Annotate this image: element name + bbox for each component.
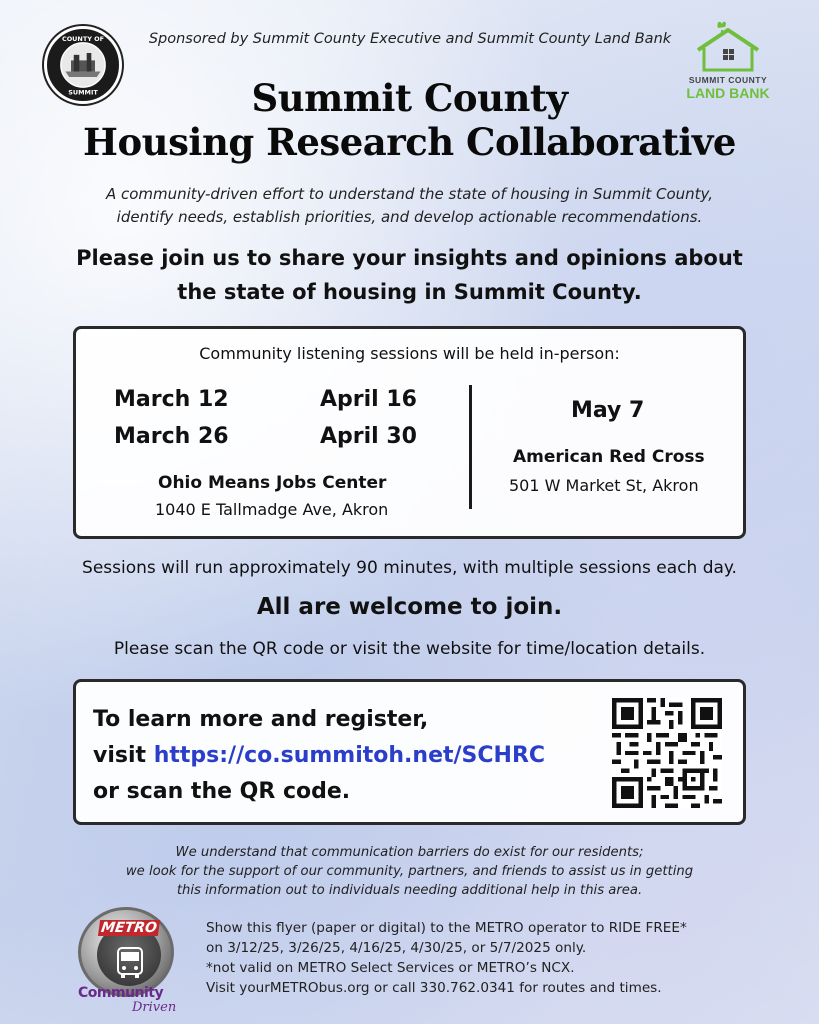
house-icon	[690, 20, 766, 72]
session-date: May 7	[571, 398, 645, 423]
ohio-venue-name: Ohio Means Jobs Center	[158, 473, 387, 493]
welcome-text: All are welcome to join.	[256, 594, 563, 620]
qr-code-icon[interactable]	[612, 698, 722, 808]
ohio-venue-address: 1040 E Tallmadge Ave, Akron	[155, 500, 389, 519]
register-box	[73, 679, 746, 825]
session-date: March 26	[114, 424, 229, 449]
barriers-line-3: this information out to individuals needing additional help in this area.	[176, 883, 643, 898]
land-bank-bottom-text: LAND BANK	[686, 85, 770, 101]
svg-text:COUNTY OF: COUNTY OF	[61, 35, 105, 43]
ride-free-line-3: *not valid on METRO Select Services or METRO’s NCX.	[206, 960, 575, 976]
session-date: April 30	[320, 424, 417, 449]
session-date: April 16	[320, 387, 417, 412]
invite-text	[30, 241, 789, 309]
svg-text:SUMMIT: SUMMIT	[68, 88, 98, 97]
intro-line-1: A community-driven effort to understand the state of housing in Summit County,	[105, 185, 714, 203]
sessions-header: Community listening sessions will be held in-person:	[199, 344, 620, 363]
ride-free-line-4: Visit yourMETRObus.org or call 330.762.0341 for routes and times.	[206, 980, 662, 996]
invite-line-2: the state of housing in Summit County.	[177, 280, 642, 304]
session-dates	[76, 329, 743, 536]
register-line-1: To learn more and register,	[93, 707, 429, 732]
barriers-line-1: We understand that communication barriers do exist for our residents;	[175, 845, 644, 860]
title-line-2: Housing Research Collaborative	[83, 120, 736, 164]
ride-free-note	[206, 918, 766, 998]
metro-ring	[78, 907, 174, 997]
barriers-note	[60, 843, 759, 900]
metro-community-text: Community	[78, 985, 164, 1001]
duration-note: Sessions will run approximately 90 minutes, with multiple sessions each day.	[82, 558, 737, 578]
metro-driven-text: Driven	[132, 1000, 177, 1015]
sessions-box	[73, 326, 746, 539]
register-visit-prefix: visit	[93, 743, 154, 768]
register-line-2	[93, 738, 613, 774]
intro-text	[40, 183, 779, 229]
title-line-1: Summit County	[251, 76, 568, 120]
register-text	[93, 702, 613, 810]
ride-free-line-1: Show this flyer (paper or digital) to the METRO operator to RIDE FREE*	[206, 920, 687, 936]
session-date: March 12	[114, 387, 229, 412]
barriers-line-2: we look for the support of our community, partners, and friends to assist us in getting	[125, 864, 694, 879]
metro-logo	[72, 905, 197, 1017]
sponsor-line: Sponsored by Summit County Executive and Summit County Land Bank	[148, 31, 672, 47]
register-line-3: or scan the QR code.	[93, 779, 351, 804]
invite-line-1: Please join us to share your insights and opinions about	[76, 246, 743, 270]
register-url-link[interactable]: https://co.summitoh.net/SCHRC	[153, 743, 546, 768]
metro-wordmark: METRO	[98, 920, 160, 936]
column-divider	[469, 385, 472, 509]
page-title	[0, 76, 819, 164]
ride-free-line-2: on 3/12/25, 3/26/25, 4/16/25, 4/30/25, or 5/7/2025 only.	[206, 940, 587, 956]
redcross-venue-address: 501 W Market St, Akron	[509, 476, 699, 495]
bus-icon	[115, 946, 145, 980]
intro-line-2: identify needs, establish priorities, and develop actionable recommendations.	[116, 208, 703, 226]
land-bank-top-text: SUMMIT COUNTY	[688, 75, 768, 85]
redcross-venue-name: American Red Cross	[513, 447, 705, 467]
scan-note: Please scan the QR code or visit the website for time/location details.	[113, 639, 706, 659]
